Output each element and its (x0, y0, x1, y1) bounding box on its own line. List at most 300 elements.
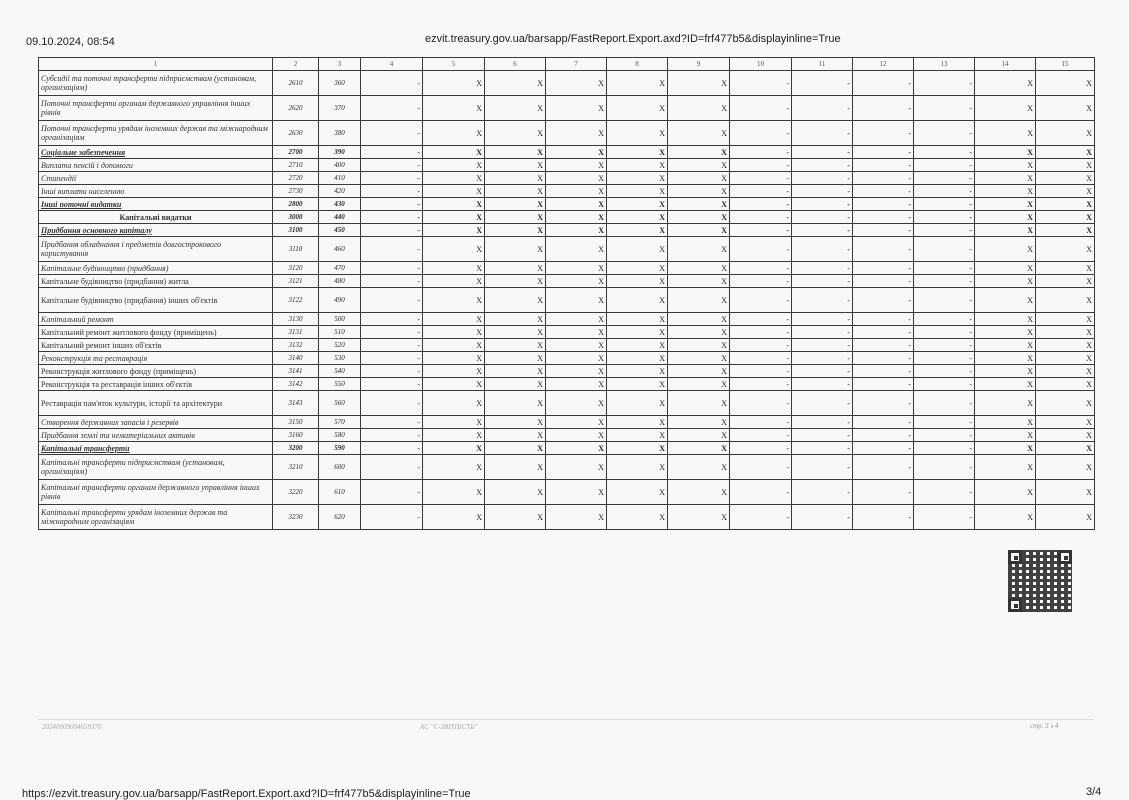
row-value-cell: - (914, 442, 975, 455)
row-value-cell: X (975, 480, 1036, 505)
row-value-cell: X (485, 313, 546, 326)
row-value-cell: - (792, 198, 853, 211)
row-value-cell: - (914, 211, 975, 224)
row-value-cell: X (975, 365, 1036, 378)
row-value-cell: X (668, 480, 730, 505)
row-value-cell: X (1036, 455, 1095, 480)
row-name-cell: Субсидії та поточні трансферти підприємствам (установам, організаціям) (39, 71, 273, 96)
row-name-cell: Інші виплати населенню (39, 185, 273, 198)
row-value-cell: - (914, 313, 975, 326)
row-code-cell: 3200 (273, 442, 319, 455)
row-value-cell: - (792, 146, 853, 159)
row-value-cell: X (485, 391, 546, 416)
row-line-number-cell: 530 (319, 352, 361, 365)
row-value-cell: - (361, 505, 423, 530)
row-value-cell: - (853, 416, 914, 429)
row-code-cell: 3142 (273, 378, 319, 391)
row-value-cell: X (607, 365, 668, 378)
row-line-number-cell: 580 (319, 429, 361, 442)
row-value-cell: X (668, 442, 730, 455)
row-value-cell: - (853, 262, 914, 275)
row-code-cell: 3121 (273, 275, 319, 288)
row-value-cell: X (423, 288, 485, 313)
row-value-cell: X (668, 391, 730, 416)
row-value-cell: X (546, 352, 607, 365)
row-value-cell: X (668, 224, 730, 237)
column-number-cell: 9 (668, 58, 730, 71)
row-value-cell: - (361, 198, 423, 211)
row-value-cell: X (975, 96, 1036, 121)
row-value-cell: - (361, 121, 423, 146)
row-value-cell: - (853, 352, 914, 365)
row-name-cell: Стипендії (39, 172, 273, 185)
row-value-cell: X (668, 339, 730, 352)
row-value-cell: X (1036, 429, 1095, 442)
row-value-cell: - (853, 326, 914, 339)
row-line-number-cell: 590 (319, 442, 361, 455)
row-value-cell: - (361, 429, 423, 442)
row-value-cell: - (792, 378, 853, 391)
row-value-cell: X (1036, 378, 1095, 391)
row-value-cell: X (607, 275, 668, 288)
row-line-number-cell: 520 (319, 339, 361, 352)
row-code-cell: 3110 (273, 237, 319, 262)
row-value-cell: X (423, 224, 485, 237)
row-value-cell: - (853, 198, 914, 211)
table-row (39, 185, 1095, 198)
row-value-cell: X (423, 211, 485, 224)
row-value-cell: - (730, 505, 792, 530)
table-row (39, 71, 1095, 96)
row-value-cell: - (792, 262, 853, 275)
row-name-cell: Придбання обладнання і предметів довгострокового користування (39, 237, 273, 262)
column-number-cell: 10 (730, 58, 792, 71)
row-value-cell: X (668, 455, 730, 480)
row-value-cell: X (485, 224, 546, 237)
row-value-cell: X (1036, 352, 1095, 365)
row-name-cell: Капітальні трансферти (39, 442, 273, 455)
row-value-cell: - (914, 275, 975, 288)
row-value-cell: - (914, 288, 975, 313)
row-value-cell: - (730, 326, 792, 339)
row-name-cell: Капітальні трансферти урядам іноземних держав та міжнародним організаціям (39, 505, 273, 530)
row-value-cell: - (361, 339, 423, 352)
row-value-cell: X (485, 365, 546, 378)
row-code-cell: 2710 (273, 159, 319, 172)
row-value-cell: X (423, 391, 485, 416)
row-line-number-cell: 500 (319, 313, 361, 326)
row-value-cell: X (1036, 71, 1095, 96)
row-value-cell: X (607, 224, 668, 237)
row-value-cell: X (1036, 185, 1095, 198)
row-value-cell: X (485, 71, 546, 96)
row-value-cell: - (730, 237, 792, 262)
row-code-cell: 3220 (273, 480, 319, 505)
table-row (39, 378, 1095, 391)
row-value-cell: X (485, 326, 546, 339)
row-value-cell: - (853, 429, 914, 442)
table-row (39, 224, 1095, 237)
row-value-cell: - (914, 505, 975, 530)
row-value-cell: - (792, 505, 853, 530)
row-value-cell: X (546, 480, 607, 505)
row-value-cell: X (668, 288, 730, 313)
row-value-cell: X (668, 505, 730, 530)
row-value-cell: - (792, 185, 853, 198)
row-value-cell: X (423, 326, 485, 339)
row-value-cell: - (853, 71, 914, 96)
row-value-cell: - (914, 455, 975, 480)
column-number-cell: 14 (975, 58, 1036, 71)
row-value-cell: X (485, 288, 546, 313)
row-value-cell: X (485, 429, 546, 442)
row-name-cell: Капітальне будівництво (придбання) (39, 262, 273, 275)
row-name-cell: Капітальні трансферти підприємствам (установам, організаціям) (39, 455, 273, 480)
row-value-cell: X (975, 159, 1036, 172)
row-value-cell: - (730, 352, 792, 365)
row-value-cell: - (853, 378, 914, 391)
row-value-cell: - (730, 455, 792, 480)
row-name-cell: Поточні трансферти органам державного управління інших рівнів (39, 96, 273, 121)
row-value-cell: X (1036, 198, 1095, 211)
table-row (39, 352, 1095, 365)
row-line-number-cell: 440 (319, 211, 361, 224)
table-row (39, 429, 1095, 442)
row-line-number-cell: 420 (319, 185, 361, 198)
row-value-cell: - (730, 429, 792, 442)
row-value-cell: - (853, 211, 914, 224)
table-row (39, 275, 1095, 288)
row-value-cell: - (730, 391, 792, 416)
row-line-number-cell: 550 (319, 378, 361, 391)
row-value-cell: X (1036, 121, 1095, 146)
row-value-cell: X (423, 416, 485, 429)
row-value-cell: - (914, 378, 975, 391)
row-value-cell: X (546, 429, 607, 442)
row-value-cell: - (792, 224, 853, 237)
row-value-cell: - (361, 288, 423, 313)
row-line-number-cell: 360 (319, 71, 361, 96)
row-value-cell: X (546, 288, 607, 313)
row-value-cell: - (914, 480, 975, 505)
row-value-cell: - (730, 96, 792, 121)
row-value-cell: X (1036, 313, 1095, 326)
row-value-cell: X (975, 505, 1036, 530)
row-value-cell: - (361, 224, 423, 237)
row-value-cell: X (423, 429, 485, 442)
row-value-cell: X (668, 378, 730, 391)
row-value-cell: X (668, 185, 730, 198)
row-name-cell: Виплата пенсій і допомоги (39, 159, 273, 172)
row-line-number-cell: 560 (319, 391, 361, 416)
row-code-cell: 2700 (273, 146, 319, 159)
column-number-cell: 13 (914, 58, 975, 71)
row-value-cell: X (975, 352, 1036, 365)
row-name-cell: Реставрація пам'яток культури, історії та архітектури (39, 391, 273, 416)
row-value-cell: - (792, 288, 853, 313)
row-code-cell: 3130 (273, 313, 319, 326)
row-value-cell: X (975, 172, 1036, 185)
row-value-cell: - (792, 480, 853, 505)
row-value-cell: X (1036, 262, 1095, 275)
row-name-cell: Капітальний ремонт інших об'єктів (39, 339, 273, 352)
row-value-cell: - (792, 352, 853, 365)
row-value-cell: X (1036, 391, 1095, 416)
row-value-cell: - (914, 391, 975, 416)
row-value-cell: X (485, 121, 546, 146)
row-value-cell: X (1036, 480, 1095, 505)
row-name-cell: Капітальне будівництво (придбання) інших об'єктів (39, 288, 273, 313)
table-row (39, 442, 1095, 455)
row-value-cell: X (975, 71, 1036, 96)
row-value-cell: X (607, 159, 668, 172)
row-value-cell: X (975, 262, 1036, 275)
table-row (39, 198, 1095, 211)
row-value-cell: X (485, 185, 546, 198)
row-value-cell: X (1036, 326, 1095, 339)
row-value-cell: X (975, 313, 1036, 326)
row-value-cell: X (975, 198, 1036, 211)
row-value-cell: - (914, 429, 975, 442)
row-value-cell: X (975, 378, 1036, 391)
row-value-cell: X (423, 237, 485, 262)
row-value-cell: X (546, 455, 607, 480)
row-value-cell: X (975, 211, 1036, 224)
print-header-url: ezvit.treasury.gov.ua/barsapp/FastReport.Export.axd?ID=frf477b5&displayinline=True (425, 33, 841, 45)
row-value-cell: X (607, 146, 668, 159)
row-value-cell: X (546, 96, 607, 121)
row-value-cell: X (607, 237, 668, 262)
row-value-cell: X (546, 275, 607, 288)
row-value-cell: - (361, 442, 423, 455)
row-value-cell: - (792, 455, 853, 480)
row-value-cell: - (914, 159, 975, 172)
row-value-cell: X (975, 121, 1036, 146)
row-value-cell: - (730, 71, 792, 96)
row-value-cell: X (975, 326, 1036, 339)
row-value-cell: X (423, 71, 485, 96)
row-value-cell: X (975, 224, 1036, 237)
row-value-cell: - (361, 262, 423, 275)
row-line-number-cell: 610 (319, 480, 361, 505)
row-code-cell: 2720 (273, 172, 319, 185)
row-value-cell: X (423, 313, 485, 326)
table-row (39, 480, 1095, 505)
footer-page-label: стр. 3 з 4 (1030, 722, 1059, 730)
row-value-cell: X (668, 262, 730, 275)
row-value-cell: X (485, 275, 546, 288)
row-value-cell: X (423, 480, 485, 505)
row-value-cell: X (485, 378, 546, 391)
row-value-cell: - (792, 365, 853, 378)
row-value-cell: X (485, 96, 546, 121)
row-value-cell: X (546, 391, 607, 416)
row-value-cell: X (546, 121, 607, 146)
row-value-cell: - (730, 339, 792, 352)
row-value-cell: - (914, 352, 975, 365)
column-number-cell: 15 (1036, 58, 1095, 71)
row-value-cell: - (361, 146, 423, 159)
row-value-cell: - (730, 172, 792, 185)
print-page-number: 3/4 (1086, 786, 1102, 798)
row-value-cell: - (853, 146, 914, 159)
row-value-cell: - (361, 275, 423, 288)
row-value-cell: X (607, 71, 668, 96)
row-value-cell: X (1036, 224, 1095, 237)
row-value-cell: X (423, 198, 485, 211)
row-code-cell: 3230 (273, 505, 319, 530)
row-value-cell: - (914, 224, 975, 237)
row-code-cell: 3122 (273, 288, 319, 313)
row-line-number-cell: 570 (319, 416, 361, 429)
table-row (39, 416, 1095, 429)
row-value-cell: X (668, 313, 730, 326)
row-value-cell: X (1036, 237, 1095, 262)
row-value-cell: - (914, 198, 975, 211)
row-value-cell: - (853, 237, 914, 262)
row-value-cell: X (423, 352, 485, 365)
row-line-number-cell: 510 (319, 326, 361, 339)
row-value-cell: X (423, 365, 485, 378)
row-name-cell: Придбання землі та нематеріальних активів (39, 429, 273, 442)
row-value-cell: X (485, 416, 546, 429)
row-value-cell: X (607, 288, 668, 313)
row-value-cell: X (975, 288, 1036, 313)
row-value-cell: - (361, 365, 423, 378)
row-value-cell: X (546, 172, 607, 185)
row-code-cell: 3100 (273, 224, 319, 237)
row-value-cell: - (361, 172, 423, 185)
row-value-cell: X (546, 378, 607, 391)
row-value-cell: - (361, 313, 423, 326)
row-code-cell: 2800 (273, 198, 319, 211)
row-value-cell: X (668, 429, 730, 442)
row-value-cell: - (792, 339, 853, 352)
row-value-cell: X (423, 96, 485, 121)
row-value-cell: - (361, 416, 423, 429)
qr-code (1008, 550, 1072, 612)
row-value-cell: - (914, 326, 975, 339)
row-value-cell: - (730, 198, 792, 211)
row-value-cell: - (361, 71, 423, 96)
row-value-cell: X (607, 480, 668, 505)
row-value-cell: - (792, 96, 853, 121)
row-name-cell: Капітальний ремонт (39, 313, 273, 326)
row-value-cell: X (546, 237, 607, 262)
row-value-cell: X (668, 159, 730, 172)
row-value-cell: X (607, 185, 668, 198)
table-row (39, 288, 1095, 313)
row-value-cell: - (792, 275, 853, 288)
column-number-cell: 2 (273, 58, 319, 71)
row-value-cell: - (853, 313, 914, 326)
scan-corner-mark (12, 5, 62, 15)
row-value-cell: X (423, 185, 485, 198)
row-value-cell: - (730, 442, 792, 455)
table-row (39, 339, 1095, 352)
row-value-cell: X (668, 237, 730, 262)
table-row (39, 172, 1095, 185)
row-value-cell: - (730, 416, 792, 429)
row-line-number-cell: 460 (319, 237, 361, 262)
column-number-cell: 1 (39, 58, 273, 71)
row-name-cell: Створення державних запасів і резервів (39, 416, 273, 429)
row-value-cell: X (546, 159, 607, 172)
report-table (38, 57, 1095, 530)
row-value-cell: - (361, 237, 423, 262)
column-number-cell: 5 (423, 58, 485, 71)
row-code-cell: 3000 (273, 211, 319, 224)
row-value-cell: X (485, 146, 546, 159)
row-value-cell: X (607, 198, 668, 211)
row-value-cell: - (853, 96, 914, 121)
table-row (39, 505, 1095, 530)
row-value-cell: - (730, 313, 792, 326)
row-value-cell: - (853, 121, 914, 146)
footer-system-name: АС "Є-ЗВІТНІСТЬ" (420, 723, 478, 731)
row-value-cell: X (668, 172, 730, 185)
row-value-cell: - (792, 429, 853, 442)
row-name-cell: Реконструкція та реставрація (39, 352, 273, 365)
row-value-cell: X (975, 455, 1036, 480)
row-value-cell: - (914, 237, 975, 262)
row-value-cell: X (975, 391, 1036, 416)
row-value-cell: - (361, 159, 423, 172)
table-row (39, 455, 1095, 480)
row-value-cell: X (975, 416, 1036, 429)
row-value-cell: X (607, 505, 668, 530)
row-value-cell: - (914, 71, 975, 96)
row-value-cell: X (975, 429, 1036, 442)
row-value-cell: - (853, 185, 914, 198)
row-value-cell: X (1036, 146, 1095, 159)
row-name-cell: Поточні трансферти урядам іноземних держав та міжнародним організаціям (39, 121, 273, 146)
row-value-cell: - (853, 288, 914, 313)
print-datetime: 09.10.2024, 08:54 (26, 36, 115, 48)
row-value-cell: - (730, 365, 792, 378)
row-value-cell: X (485, 159, 546, 172)
row-value-cell: X (485, 172, 546, 185)
row-value-cell: - (730, 159, 792, 172)
column-number-cell: 7 (546, 58, 607, 71)
row-value-cell: - (853, 365, 914, 378)
column-number-cell: 11 (792, 58, 853, 71)
row-value-cell: X (1036, 159, 1095, 172)
column-number-cell: 4 (361, 58, 423, 71)
row-value-cell: X (1036, 288, 1095, 313)
row-value-cell: - (792, 442, 853, 455)
row-name-cell: Капітальний ремонт житлового фонду (приміщень) (39, 326, 273, 339)
row-value-cell: - (853, 339, 914, 352)
row-value-cell: X (1036, 96, 1095, 121)
row-value-cell: X (485, 455, 546, 480)
row-value-cell: X (668, 71, 730, 96)
row-value-cell: - (914, 172, 975, 185)
column-number-row (39, 58, 1095, 71)
table-row (39, 159, 1095, 172)
row-value-cell: X (423, 378, 485, 391)
row-value-cell: X (546, 211, 607, 224)
row-value-cell: X (1036, 211, 1095, 224)
row-value-cell: X (668, 211, 730, 224)
column-number-cell: 3 (319, 58, 361, 71)
row-value-cell: X (423, 339, 485, 352)
row-value-cell: - (853, 275, 914, 288)
row-value-cell: X (485, 211, 546, 224)
row-value-cell: - (914, 416, 975, 429)
row-value-cell: X (607, 211, 668, 224)
row-value-cell: - (730, 185, 792, 198)
